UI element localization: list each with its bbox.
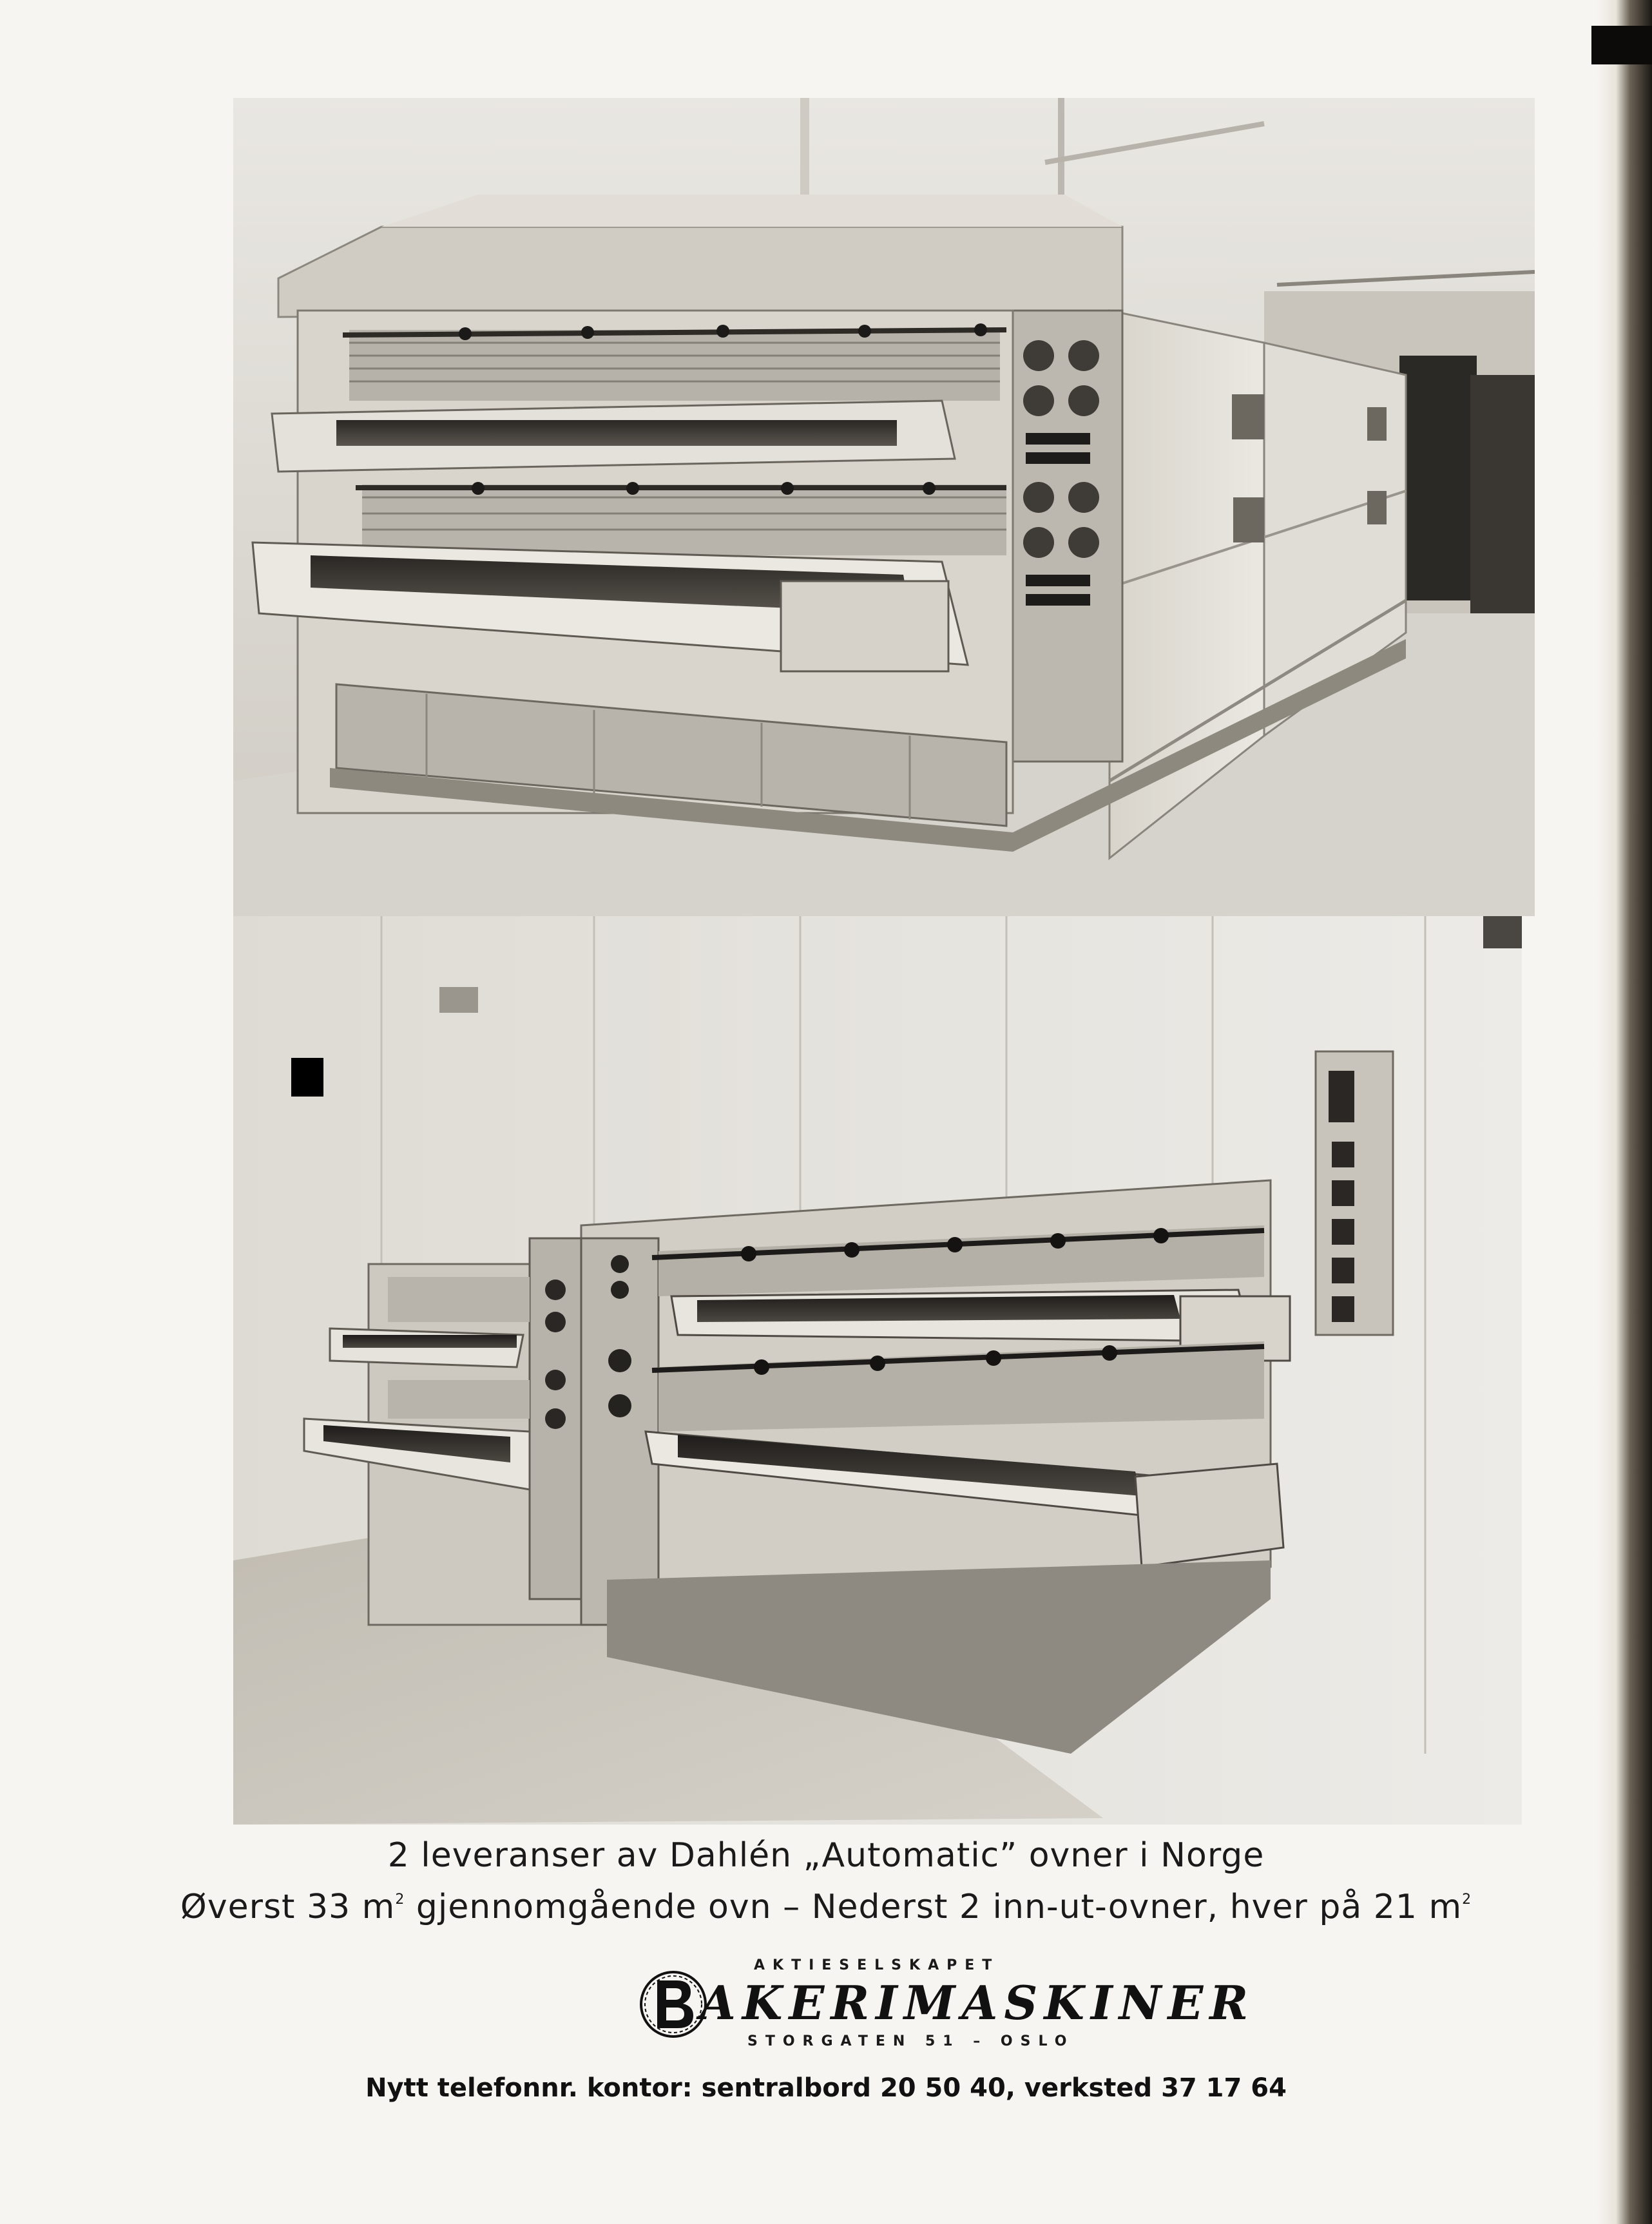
wheat-b-logo-icon: [638, 1969, 709, 2040]
caption-line-2: [0, 1888, 1652, 1926]
page-edge-shadow: [1591, 26, 1652, 64]
caption-line-1: 2 leveranser av Dahlén „Automatic” ovner i Norge: [387, 1836, 1265, 1875]
caption-line-2-part-1: Øverst 33 m: [180, 1888, 396, 1926]
caption-line-2-part-2: gjennomgående ovn – Nederst 2 inn-ut-ovner, hver på 21 m: [405, 1888, 1463, 1926]
company-address: STORGATEN 51 – OSLO: [747, 2033, 1075, 2049]
caption-sup-1: 2: [395, 1892, 405, 1908]
phone-numbers: Nytt telefonnr. kontor: sentralbord 20 50 40, verksted 37 17 64: [365, 2073, 1287, 2103]
company-prefix: AKTIESELSKAPET: [754, 1957, 1000, 1973]
photo-pass-through-oven: [233, 98, 1535, 916]
caption-sup-2: 2: [1462, 1892, 1472, 1908]
company-name: AKERIMASKINER: [700, 1975, 1255, 2030]
photo-in-out-ovens: [233, 916, 1522, 1825]
company-logo: [638, 1957, 1255, 2054]
